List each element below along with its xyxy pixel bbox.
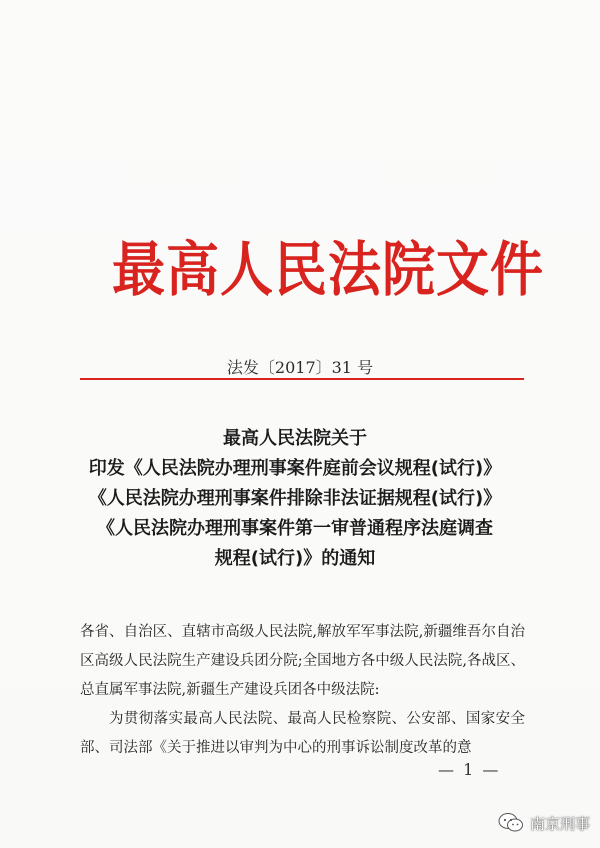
notice-title-line: 《人民法院办理刑事案件排除非法证据规程(试行)》 xyxy=(88,488,502,509)
notice-title-line: 《人民法院办理刑事案件第一审普通程序法庭调查 xyxy=(97,518,493,539)
document-number: 法发〔2017〕31 号 xyxy=(226,358,374,377)
page-number: — 1 — xyxy=(438,760,501,779)
watermark-text: 南京刑事 xyxy=(529,814,590,833)
notice-title-line: 最高人民法院关于 xyxy=(223,428,367,449)
notice-body xyxy=(80,618,525,763)
red-divider-line xyxy=(80,378,524,380)
wechat-icon xyxy=(498,812,524,834)
watermark xyxy=(498,812,590,834)
addressee-paragraph: 各省、自治区、直辖市高级人民法院,解放军军事法院,新疆维吾尔自治区高级人民法院生产建设兵团分院;全国地方各中级人民法院,各战区、总直属军事法院,新疆生产建设兵团各中级法院: xyxy=(80,624,525,698)
notice-title xyxy=(60,424,530,574)
notice-title-line: 规程(试行)》的通知 xyxy=(214,548,376,569)
document-header-title: 最高人民法院文件 xyxy=(112,236,544,305)
notice-title-line: 印发《人民法院办理刑事案件庭前会议规程(试行)》 xyxy=(88,458,502,479)
body-paragraph: 为贯彻落实最高人民法院、最高人民检察院、公安部、国家安全部、司法部《关于推进以审判为中心的刑事诉讼制度改革的意 xyxy=(80,711,525,756)
